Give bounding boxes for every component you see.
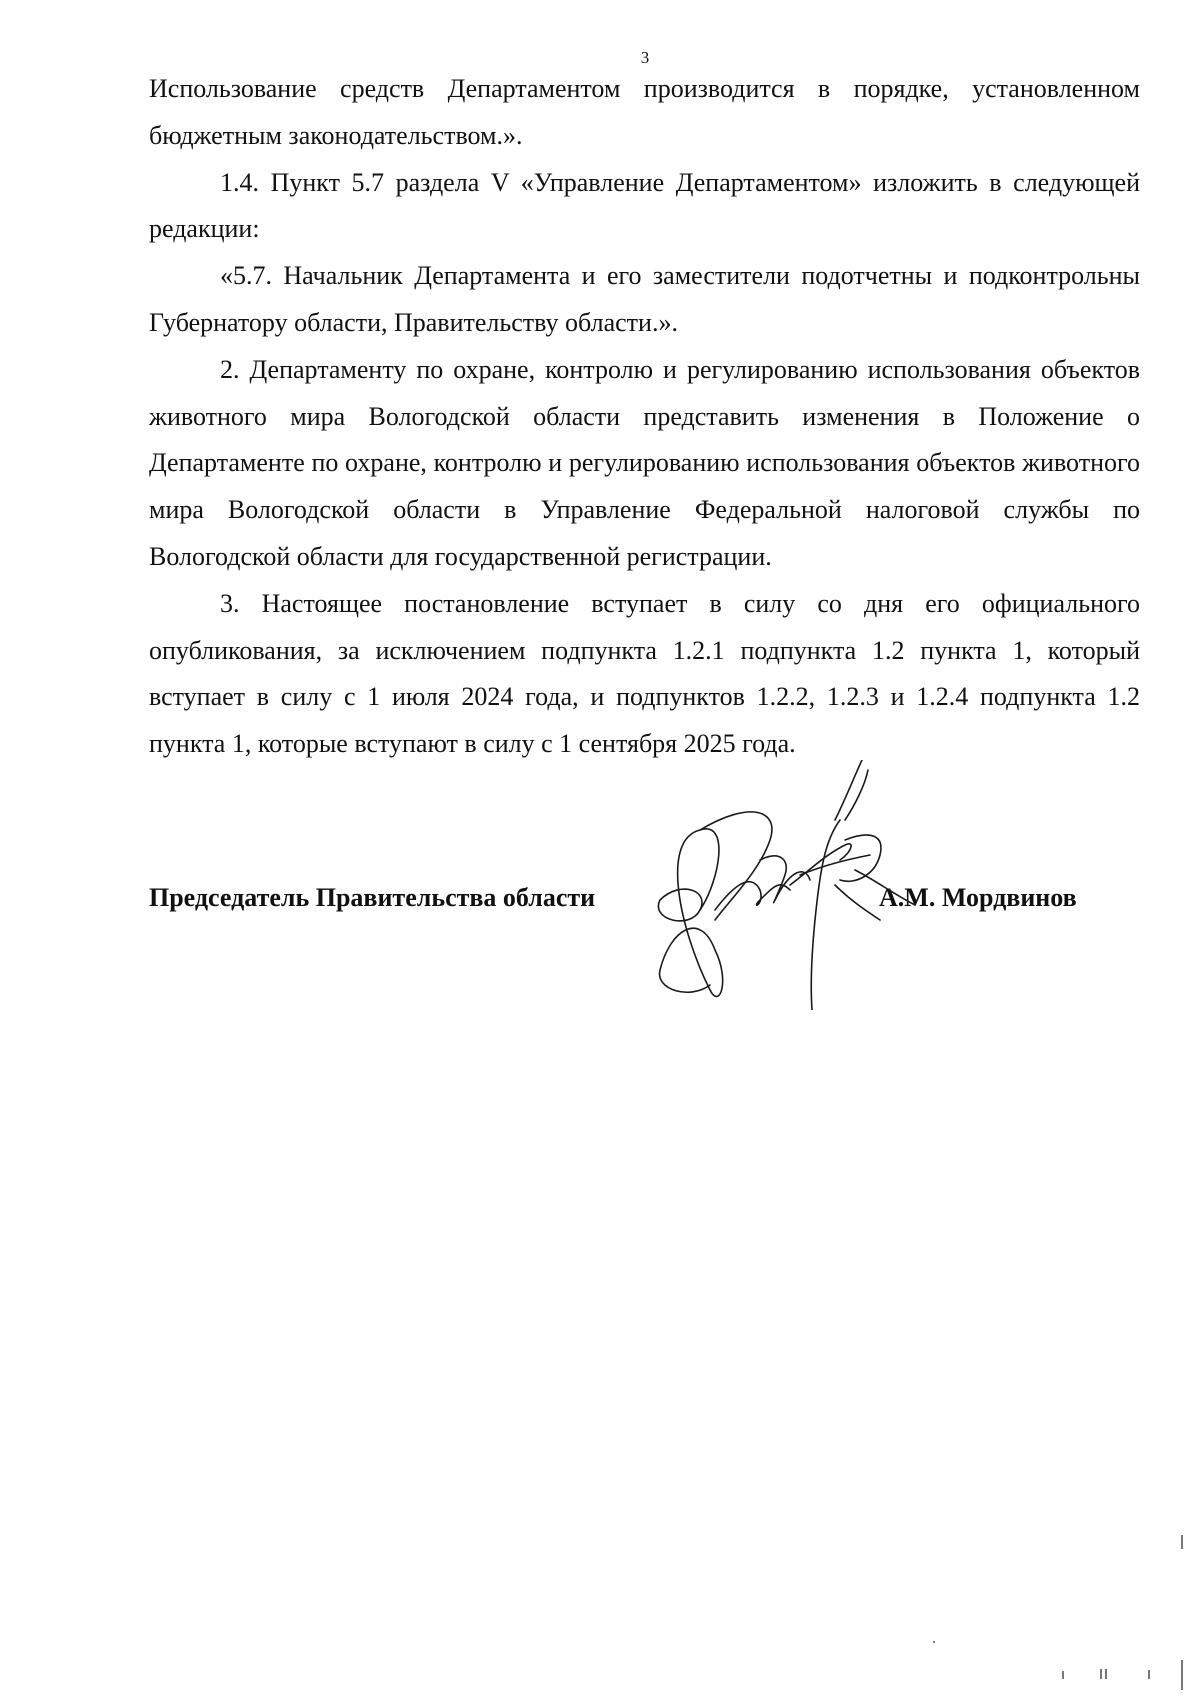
handwritten-signature [640, 760, 920, 1010]
paragraph-3: 3. Настоящее постановление вступает в силу со дня его официального опубликования, за исключением подпункта 1.2.1 подпункта 1.2 пункта 1, который вступает в силу с 1 июля 2024 года, и подпунктов 1.2.2, 1.2.3 и 1.2.4 подпункта 1.2 пункта 1, которые вступают в силу с 1 сентября 2025 года. [149, 588, 1140, 759]
signatory-name: А.М. Мордвинов [879, 883, 1077, 912]
paragraph-1-4: 1.4. Пункт 5.7 раздела V «Управление Департаментом» изложить в следующей редакции: [149, 167, 1140, 244]
paragraph-budget-usage: Использование средств Департаментом производится в порядке, установленном бюджетным законодательством.». [149, 74, 1140, 150]
scan-artifact [933, 1641, 935, 1643]
document-body [149, 66, 1140, 768]
scan-artifact [1105, 1669, 1107, 1679]
paragraph-2: 2. Департаменту по охране, контролю и регулированию использования объектов животного мира Вологодской области представить изменения в Положение о Департаменте по охране, контролю и регулированию использования объектов животного мира Вологодской области в Управление Федеральной налоговой службы по Вологодской области для государственной регистрации. [149, 354, 1140, 571]
page-number: 3 [640, 48, 650, 67]
scan-artifact [1181, 1660, 1183, 1690]
scan-artifact [1181, 1535, 1183, 1549]
scan-artifact [1062, 1671, 1064, 1679]
signatory-position: Председатель Правительства области [149, 883, 596, 912]
scan-artifact [1148, 1670, 1150, 1679]
scan-artifact [1100, 1669, 1102, 1679]
paragraph-5-7: «5.7. Начальник Департамента и его заместители подотчетны и подконтрольны Губернатору области, Правительству области.». [149, 261, 1140, 337]
